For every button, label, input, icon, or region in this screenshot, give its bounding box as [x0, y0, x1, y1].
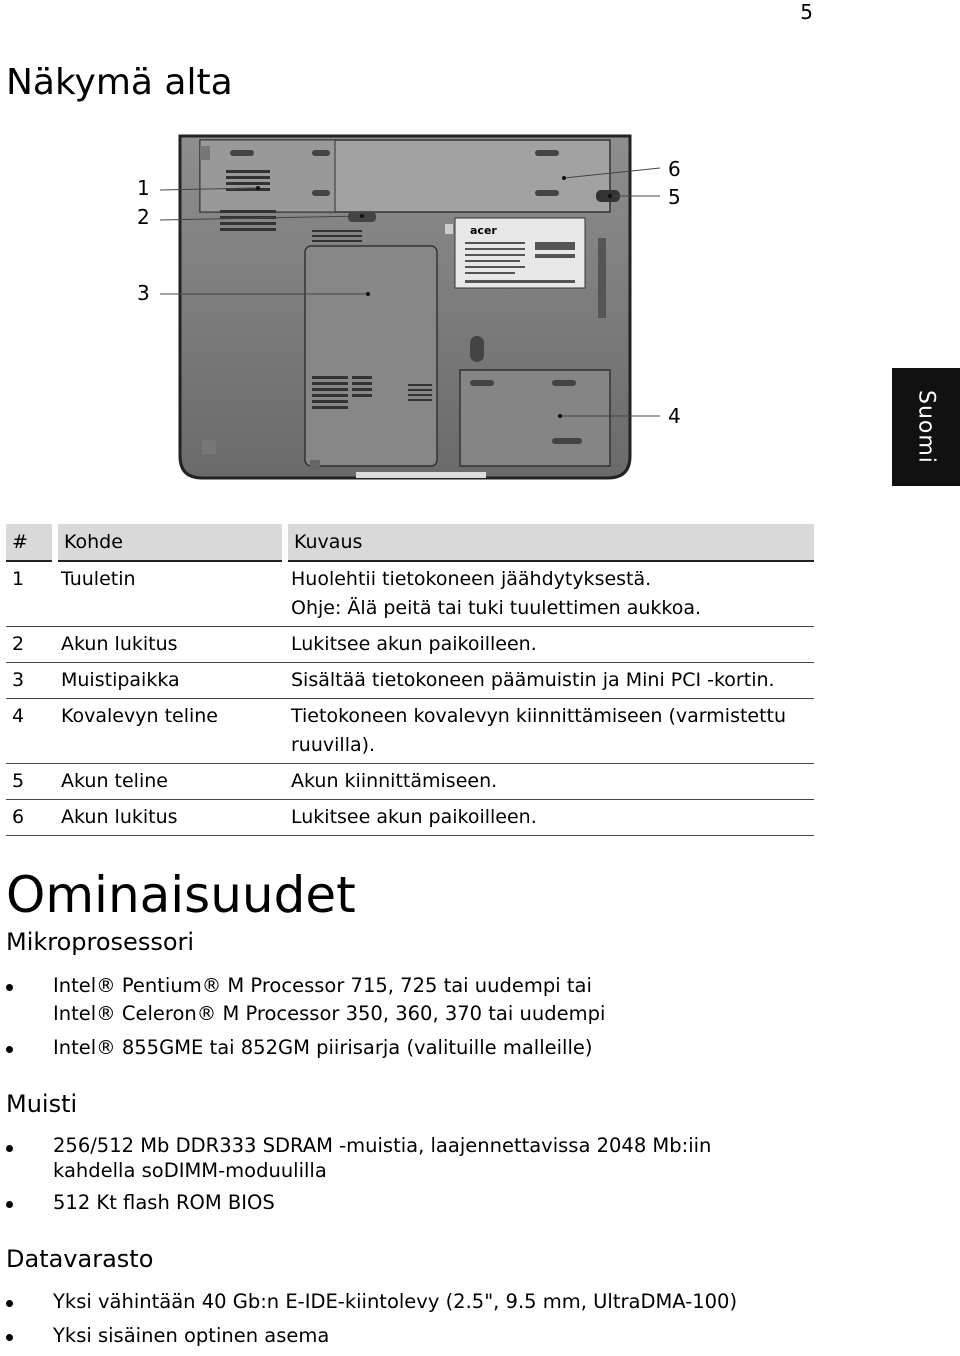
note-text: Älä peitä tai tuki tuulettimen aukkoa.	[341, 597, 702, 619]
column-header-item: Kohde	[55, 524, 285, 561]
bullet-icon	[6, 1145, 13, 1152]
list-item	[0, 1034, 605, 1062]
memory-list	[0, 1133, 711, 1223]
callout-5: 5	[668, 185, 681, 209]
list-item	[0, 1189, 711, 1217]
row-item: Tuuletin	[55, 561, 285, 627]
row-number: 2	[6, 627, 55, 663]
table-row	[6, 627, 814, 663]
row-item: Akun lukitus	[55, 627, 285, 663]
row-item: Kovalevyn teline	[55, 699, 285, 764]
column-header-number: #	[6, 524, 55, 561]
row-number: 1	[6, 561, 55, 627]
bullet-icon	[6, 1201, 13, 1208]
processor-list	[0, 972, 605, 1068]
callout-2: 2	[137, 205, 150, 229]
row-item: Akun lukitus	[55, 800, 285, 836]
callout-1: 1	[137, 176, 150, 200]
table-row	[6, 663, 814, 699]
bullet-icon	[6, 1300, 13, 1307]
row-description: Akun kiinnittämiseen.	[285, 764, 814, 800]
row-number: 4	[6, 699, 55, 764]
callout-4: 4	[668, 404, 681, 428]
row-description: Lukitsee akun paikoilleen.	[285, 627, 814, 663]
memory-heading: Muisti	[6, 1090, 78, 1118]
bullet-icon	[6, 1046, 13, 1053]
callout-6: 6	[668, 157, 681, 181]
sticker-brand: acer	[470, 224, 497, 237]
section-title: Näkymä alta	[6, 62, 233, 103]
laptop-bottom-figure	[130, 126, 700, 490]
list-item	[0, 1322, 737, 1350]
callout-3: 3	[137, 281, 150, 305]
bullet-icon	[6, 1334, 13, 1341]
processor-heading: Mikroprosessori	[6, 928, 195, 956]
list-item-text: Yksi sisäinen optinen asema	[53, 1324, 330, 1347]
list-item-text: 512 Kt flash ROM BIOS	[53, 1191, 275, 1214]
table-row	[6, 800, 814, 836]
language-tab-label: Suomi	[913, 390, 939, 464]
list-item-text: Intel® Celeron® M Processor 350, 360, 370 tai uudempi	[53, 1002, 606, 1025]
column-header-description: Kuvaus	[285, 524, 814, 561]
storage-list	[0, 1288, 737, 1356]
list-item-text: Intel® Pentium® M Processor 715, 725 tai uudempi tai	[53, 974, 592, 997]
row-number: 6	[6, 800, 55, 836]
table-header-row	[6, 524, 814, 561]
bullet-icon	[6, 984, 13, 991]
list-item-text: 256/512 Mb DDR333 SDRAM -muistia, laajennettavissa 2048 Mb:iin	[53, 1134, 712, 1157]
row-item: Muistipaikka	[55, 663, 285, 699]
row-description: Sisältää tietokoneen päämuistin ja Mini PCI -kortin.	[285, 663, 814, 699]
language-tab	[892, 368, 960, 486]
row-description: Lukitsee akun paikoilleen.	[285, 800, 814, 836]
page-number: 5	[800, 0, 813, 24]
list-item-text: Intel® 855GME tai 852GM piirisarja (valituille malleille)	[53, 1036, 593, 1059]
row-number: 5	[6, 764, 55, 800]
storage-heading: Datavarasto	[6, 1245, 154, 1273]
list-item-text: kahdella soDIMM-moduulilla	[53, 1159, 327, 1182]
list-item-text: Yksi vähintään 40 Gb:n E-IDE-kiintolevy (2.5", 9.5 mm, UltraDMA-100)	[53, 1290, 738, 1313]
row-note	[291, 594, 808, 623]
table-row	[6, 699, 814, 764]
list-item	[0, 1288, 737, 1316]
row-description-text: Huolehtii tietokoneen jäähdytyksestä.	[291, 568, 652, 590]
components-table	[6, 524, 814, 836]
row-description	[285, 561, 814, 627]
table-row	[6, 561, 814, 627]
table-row	[6, 764, 814, 800]
row-item: Akun teline	[55, 764, 285, 800]
list-item	[0, 972, 605, 1028]
row-number: 3	[6, 663, 55, 699]
features-title: Ominaisuudet	[6, 866, 356, 924]
note-label: Ohje:	[291, 597, 342, 619]
list-item	[0, 1133, 711, 1183]
row-description: Tietokoneen kovalevyn kiinnittämiseen (varmistettu ruuvilla).	[285, 699, 814, 764]
